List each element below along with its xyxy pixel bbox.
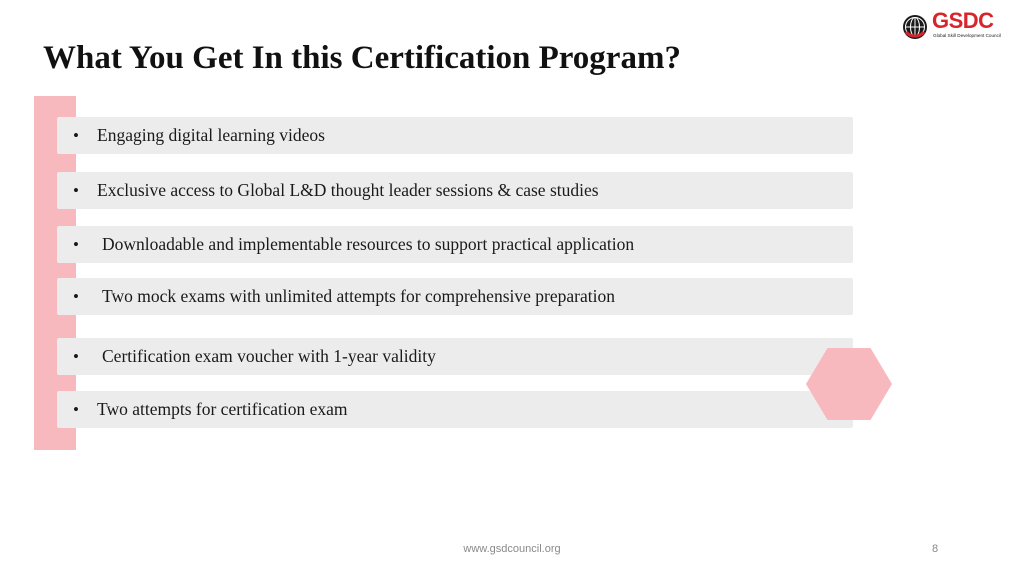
- bullet: •: [73, 399, 79, 419]
- list-item-text: Downloadable and implementable resources to support practical application: [102, 234, 635, 254]
- list-item-text: Certification exam voucher with 1-year validity: [102, 346, 436, 366]
- bullet: •: [73, 286, 79, 306]
- bullet: •: [73, 180, 79, 200]
- bullet: •: [73, 125, 79, 145]
- page-number: 8: [932, 543, 939, 555]
- globe-icon: [902, 14, 928, 40]
- logo-wordmark: GSDC: [932, 8, 994, 33]
- list-item: [57, 226, 853, 263]
- list-item: [57, 172, 853, 209]
- list-item-text: Two attempts for certification exam: [97, 399, 348, 419]
- bullet: •: [73, 346, 79, 366]
- list-item: [57, 338, 853, 375]
- footer-url: www.gsdcouncil.org: [463, 543, 561, 555]
- bullet: •: [73, 234, 79, 254]
- list-item-text: Two mock exams with unlimited attempts for comprehensive preparation: [102, 286, 615, 306]
- logo-tagline: Global Skill Development Council: [933, 33, 1001, 38]
- list-item: [57, 117, 853, 154]
- gsdc-logo: [902, 6, 1014, 46]
- list-item: [57, 278, 853, 315]
- list-item: [57, 391, 853, 428]
- slide-title: What You Get In this Certification Program?: [43, 40, 681, 76]
- list-item-text: Engaging digital learning videos: [97, 125, 325, 145]
- list-item-text: Exclusive access to Global L&D thought leader sessions & case studies: [97, 180, 599, 200]
